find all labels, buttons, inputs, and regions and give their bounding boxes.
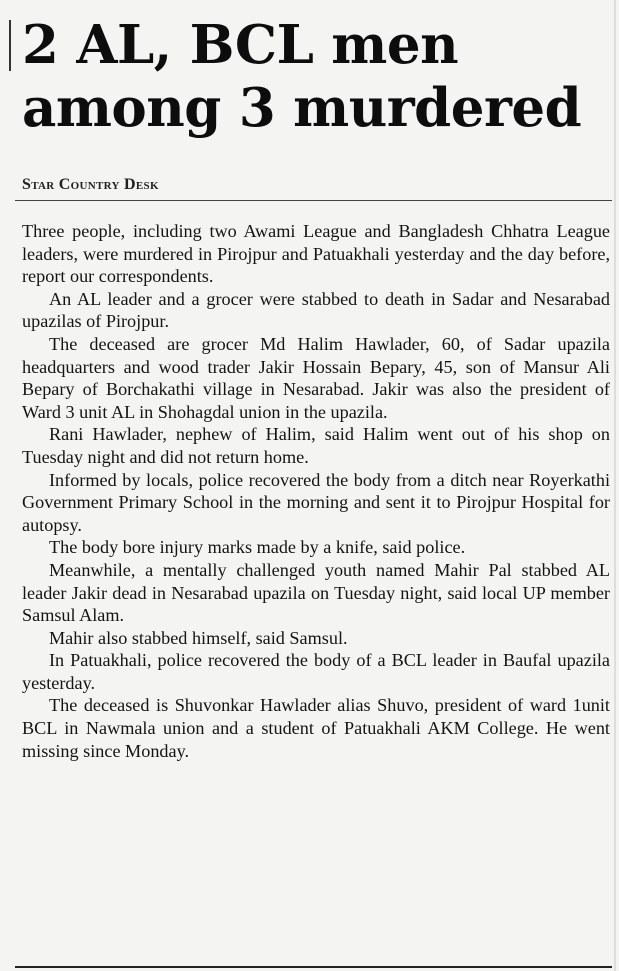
column-rule-left [9, 20, 11, 71]
article-paragraph: Informed by locals, police recovered the body from a ditch near Royerkathi Government Primary School in the morning and sent it to Pirojpur Hospital for autopsy. [22, 469, 610, 535]
headline [22, 14, 612, 140]
bottom-divider [15, 966, 612, 968]
article-paragraph: The deceased is Shuvonkar Hawlader alias Shuvo, president of ward 1unit BCL in Nawmala union and a student of Patuakhali AKM College. He went missing since Monday. [22, 695, 610, 761]
byline-divider [15, 200, 612, 201]
article-paragraph: Meanwhile, a mentally challenged youth named Mahir Pal stabbed AL leader Jakir dead in Nesarabad upazila on Tuesday night, said local UP member Samsul Alam. [22, 559, 610, 626]
headline-line-2: among 3 murdered [22, 77, 582, 139]
article-paragraph: An AL leader and a grocer were stabbed to death in Sadar and Nesarabad upazilas of Pirojpur. [22, 288, 610, 332]
headline-line-1: 2 AL, BCL men [22, 14, 459, 76]
article-paragraph: The deceased are grocer Md Halim Hawlader, 60, of Sadar upazila headquarters and wood trader Jakir Hossain Bepary, 45, son of Mansur Ali Bepary of Borchakathi village in Nesarabad. Jakir was also the president of Ward 3 unit AL in Shohagdal union in the upazila. [22, 333, 610, 422]
article-paragraph: Mahir also stabbed himself, said Samsul. [49, 627, 348, 648]
article-body [22, 220, 610, 762]
article-paragraph: Rani Hawlader, nephew of Halim, said Halim went out of his shop on Tuesday night and did not return home. [22, 424, 610, 467]
page-edge-right [614, 0, 616, 971]
article-paragraph: The body bore injury marks made by a knife, said police. [49, 537, 466, 558]
article-paragraph: In Patuakhali, police recovered the body of a BCL leader in Baufal upazila yesterday. [22, 650, 610, 693]
article-paragraph: Three people, including two Awami League and Bangladesh Chhatra League leaders, were murdered in Pirojpur and Patuakhali yesterday and the day before, report our correspondents. [22, 221, 610, 287]
byline: Star Country Desk [22, 176, 159, 193]
